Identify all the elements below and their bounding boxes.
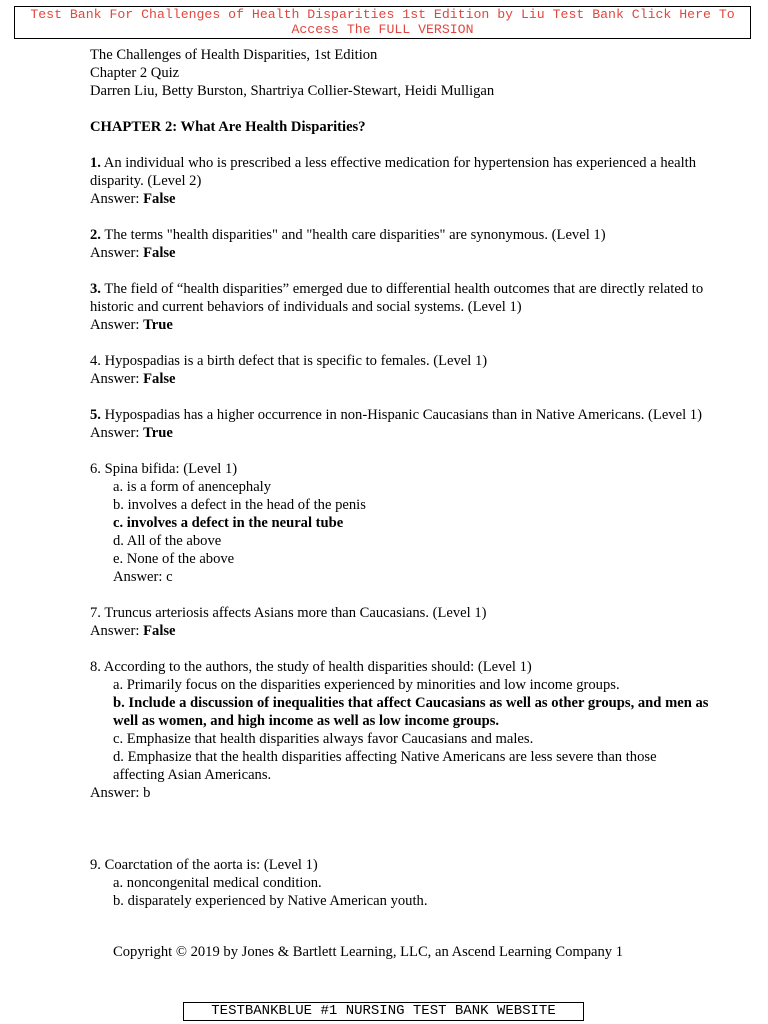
question-7	[90, 604, 710, 640]
answer-value: False	[143, 245, 176, 261]
option-b: b. involves a defect in the head of the penis	[113, 497, 366, 513]
question-number: 2.	[90, 227, 101, 243]
answer-label: Answer:	[90, 425, 144, 441]
answer-line: Answer: b	[90, 785, 151, 801]
answer-label: Answer:	[90, 371, 144, 387]
banner-line-1: Test Bank For Challenges of Health Disparities 1st Edition by Liu Test Bank Click Here To	[30, 7, 735, 22]
banner-line-2: Access The FULL VERSION	[291, 22, 474, 37]
question-3	[90, 280, 710, 334]
question-number: 3.	[90, 281, 101, 297]
chapter-heading: CHAPTER 2: What Are Health Disparities?	[90, 119, 366, 135]
option-a: a. is a form of anencephaly	[113, 479, 272, 495]
question-1	[90, 154, 710, 208]
option-d: d. Emphasize that the health disparities affecting Native Americans are less severe than those affecting Asian Americans.	[113, 749, 657, 783]
answer-value: True	[143, 317, 173, 333]
book-title: The Challenges of Health Disparities, 1st Edition	[90, 47, 378, 63]
question-4	[90, 352, 710, 388]
footer-website-link[interactable]: TESTBANKBLUE #1 NURSING TEST BANK WEBSITE	[183, 1002, 584, 1021]
question-text: Hypospadias has a higher occurrence in non-Hispanic Caucasians than in Native Americans. (Level 1)	[100, 407, 702, 423]
option-a: a. Primarily focus on the disparities experienced by minorities and low income groups.	[113, 677, 620, 693]
copyright-notice: Copyright © 2019 by Jones & Bartlett Learning, LLC, an Ascend Learning Company 1	[113, 944, 624, 960]
question-text: 7. Truncus arteriosis affects Asians more than Caucasians. (Level 1)	[90, 605, 487, 621]
question-text: An individual who is prescribed a less effective medication for hypertension has experienced a health disparity. (Level 2)	[90, 155, 696, 189]
chapter-quiz-label: Chapter 2 Quiz	[90, 65, 180, 81]
answer-value: False	[143, 371, 176, 387]
full-version-link[interactable]	[14, 6, 751, 39]
answer-label: Answer:	[90, 245, 144, 261]
question-6	[90, 460, 710, 586]
question-8	[90, 658, 710, 802]
answer-label: Answer:	[90, 623, 144, 639]
question-9	[90, 856, 710, 910]
question-2	[90, 226, 710, 262]
authors: Darren Liu, Betty Burston, Shartriya Collier-Stewart, Heidi Mulligan	[90, 83, 495, 99]
option-e: e. None of the above	[113, 551, 235, 567]
option-d: d. All of the above	[113, 533, 222, 549]
question-text: 9. Coarctation of the aorta is: (Level 1)	[90, 857, 318, 873]
option-b: b. Include a discussion of inequalities that affect Caucasians as well as other groups, and men as well as women, and high income as well as low income groups.	[113, 695, 709, 729]
question-5	[90, 406, 710, 442]
answer-label: Answer:	[90, 317, 144, 333]
answer-line: Answer: c	[113, 569, 173, 585]
answer-value: False	[143, 623, 176, 639]
question-text: 4. Hypospadias is a birth defect that is specific to females. (Level 1)	[90, 353, 488, 369]
option-b: b. disparately experienced by Native American youth.	[113, 893, 428, 909]
question-text: 6. Spina bifida: (Level 1)	[90, 461, 238, 477]
question-number: 1.	[90, 155, 101, 171]
question-text: The terms "health disparities" and "health care disparities" are synonymous. (Level 1)	[100, 227, 606, 243]
question-number: 5.	[90, 407, 101, 423]
option-c: c. Emphasize that health disparities always favor Caucasians and males.	[113, 731, 534, 747]
question-text: 8. According to the authors, the study of health disparities should: (Level 1)	[90, 659, 532, 675]
option-a: a. noncongenital medical condition.	[113, 875, 322, 891]
answer-label: Answer:	[90, 191, 144, 207]
document-body	[90, 46, 710, 910]
question-text: The field of “health disparities” emerged due to differential health outcomes that are directly related to historic and current behaviors of individuals and social systems. (Level 1)	[90, 281, 704, 315]
answer-value: True	[143, 425, 173, 441]
option-c: c. involves a defect in the neural tube	[113, 515, 344, 531]
answer-value: False	[143, 191, 176, 207]
